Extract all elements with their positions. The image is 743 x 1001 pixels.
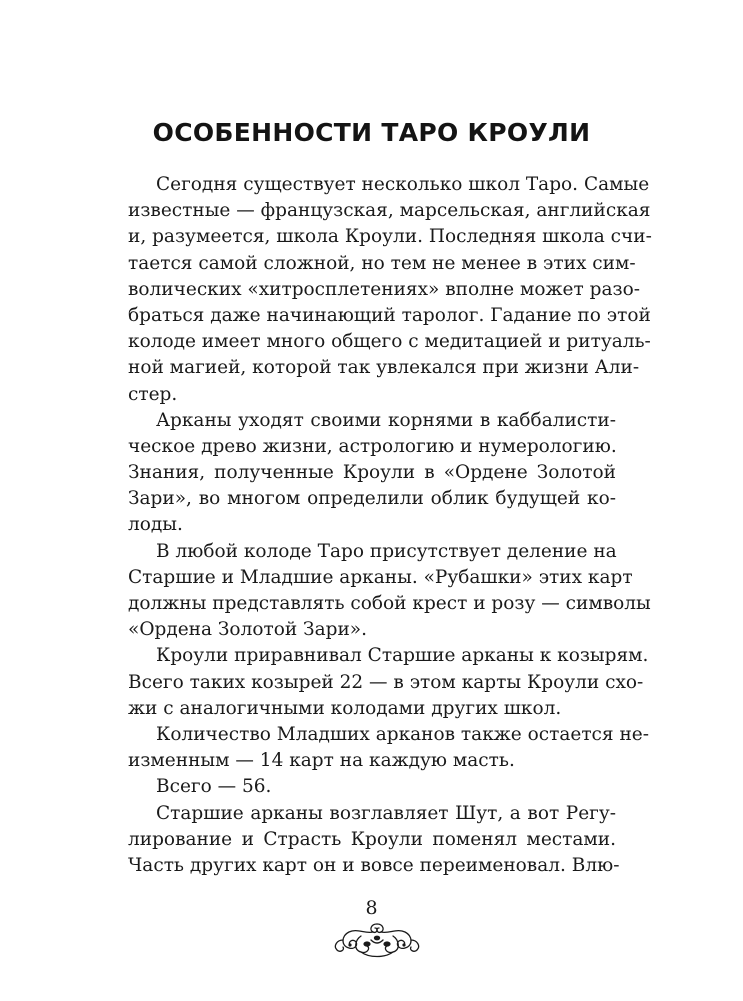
body-text [128, 172, 652, 879]
text-line: «Ордена Золотой Зари». [128, 619, 367, 641]
text-line: Знания, полученные Кроули в «Ордене Золотой [128, 462, 616, 484]
text-line: В любой колоде Таро присутствует деление на [156, 540, 617, 562]
text-line: браться даже начинающий таролог. Гадание по этой [128, 304, 651, 326]
text-line: лоды. [128, 514, 183, 536]
text-line: стер. [128, 383, 178, 405]
chapter-title: ОСОБЕННОСТИ ТАРО КРОУЛИ [152, 118, 591, 147]
text-line: Старшие арканы возглавляет Шут, а вот Регу- [156, 802, 616, 824]
text-line: волических «хитросплетениях» вполне может разо- [128, 278, 640, 300]
text-line: Кроули приравнивал Старшие арканы к козырям. [156, 645, 649, 667]
text-line: колоде имеет много общего с медитацией и ритуаль- [128, 331, 651, 353]
text-line: лирование и Страсть Кроули поменял местами. [128, 828, 616, 850]
text-line: Часть других карт он и вовсе переименовал. Влю- [128, 854, 620, 876]
text-line: жи с аналогичными колодами других школ. [128, 697, 562, 719]
text-line: должны представлять собой крест и розу — символы [128, 593, 651, 614]
page-number: 8 [365, 897, 378, 919]
text-line: Старшие и Младшие арканы. «Рубашки» этих карт [128, 566, 633, 588]
text-line: Сегодня существует несколько школ Таро. Самые [156, 174, 650, 195]
text-line: ческое древо жизни, астрологию и нумерологию. [128, 435, 617, 457]
text-line: тается самой сложной, но тем не менее в этих сим- [128, 252, 636, 274]
text-line: Количество Младших арканов также остается не- [156, 723, 649, 745]
text-line: и, разумеется, школа Кроули. Последняя школа счи- [128, 226, 652, 248]
text-line: Арканы уходят своими корнями в каббалисти- [156, 409, 616, 431]
text-line: Зари», во многом определили облик будущей ко- [128, 488, 616, 510]
text-line: изменным — 14 карт на каждую масть. [128, 750, 515, 772]
text-line: Всего — 56. [156, 776, 272, 798]
text-line: ной магией, которой так увлекался при жизни Али- [128, 357, 640, 379]
text-line: Всего таких козырей 22 — в этом карты Кроули схо- [128, 671, 644, 693]
decorative-flourish-icon [331, 918, 423, 960]
text-line: известные — французская, марсельская, английская [128, 200, 651, 222]
